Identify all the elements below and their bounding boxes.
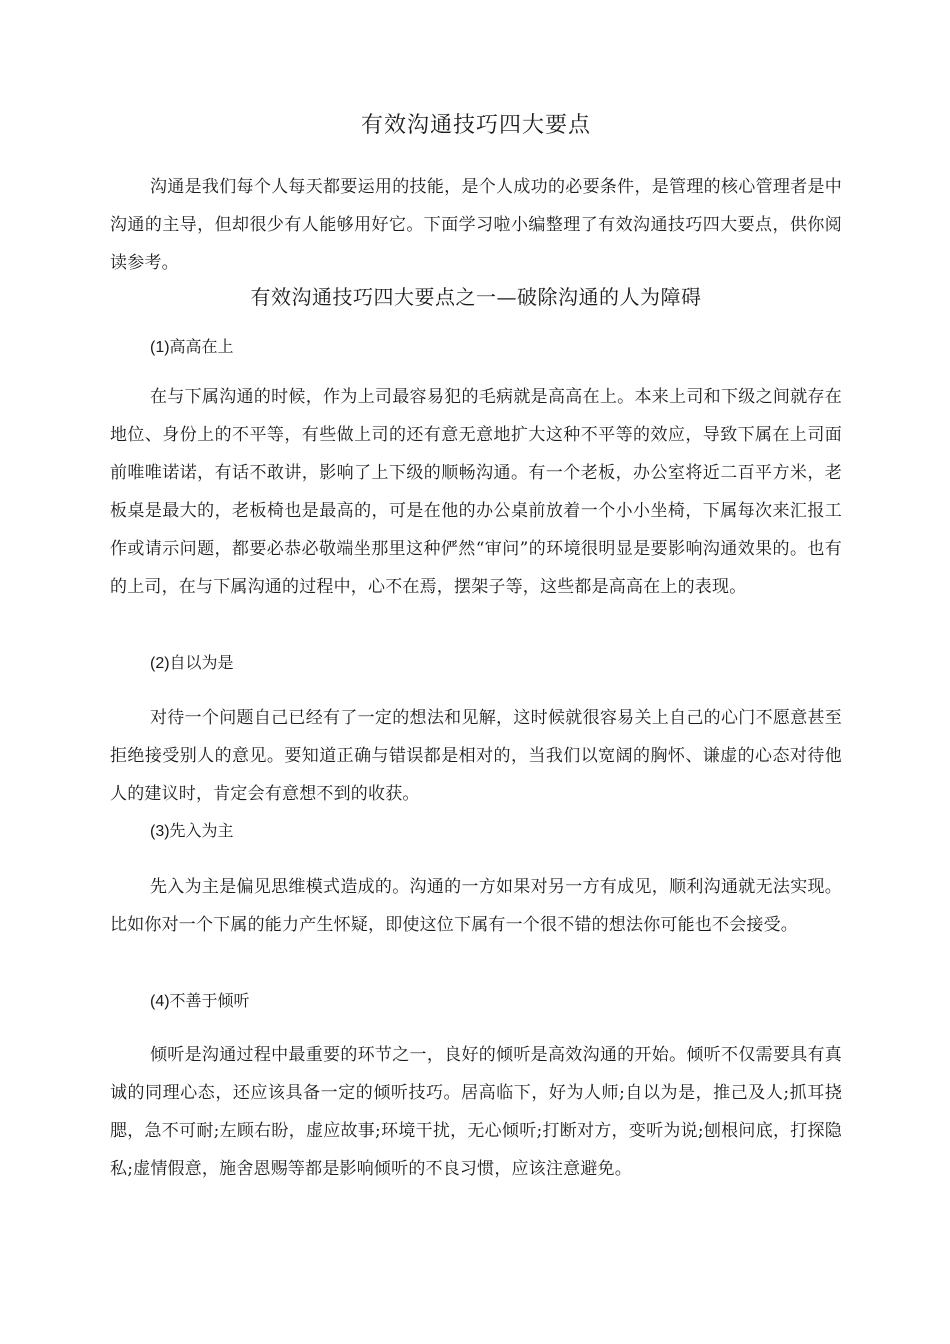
intro-paragraph: 沟通是我们每个人每天都要运用的技能，是个人成功的必要条件，是管理的核心管理者是中沟通的主导，但却很少有人能够用好它。下面学习啦小编整理了有效沟通技巧四大要点，供你阅读参考。 <box>110 177 842 273</box>
item-2-body: 对待一个问题自己已经有了一定的想法和见解，这时候就很容易关上自己的心门不愿意甚至拒绝接受别人的意见。要知道正确与错误都是相对的，当我们以宽阔的胸怀、谦虚的心态对待他人的建议时，肯定会有意想不到的收获。 <box>110 708 842 804</box>
item-2-heading: (2)自以为是 <box>150 655 234 672</box>
item-3-body: 先入为主是偏见思维模式造成的。沟通的一方如果对另一方有成见，顺利沟通就无法实现。比如你对一个下属的能力产生怀疑，即使这位下属有一个很不错的想法你可能也不会接受。 <box>110 877 842 935</box>
item-4-heading: (4)不善于倾听 <box>150 993 250 1010</box>
document-page <box>110 0 842 1344</box>
item-1-heading: (1)高高在上 <box>150 339 234 356</box>
item-3-heading: (3)先入为主 <box>150 823 234 840</box>
document-title: 有效沟通技巧四大要点 <box>360 113 591 138</box>
section-heading: 有效沟通技巧四大要点之一—破除沟通的人为障碍 <box>250 285 702 309</box>
item-4-body: 倾听是沟通过程中最重要的环节之一，良好的倾听是高效沟通的开始。倾听不仅需要具有真诚的同理心态，还应该具备一定的倾听技巧。居高临下，好为人师;自以为是，推己及人;抓耳挠腮，急不可耐;左顾右盼，虚应故事;环境干扰，无心倾听;打断对方，变听为说;刨根问底，打探隐私;虚情假意，施舍恩赐等都是影响倾听的不良习惯，应该注意避免。 <box>110 1045 842 1179</box>
item-1-body: 在与下属沟通的时候，作为上司最容易犯的毛病就是高高在上。本来上司和下级之间就存在地位、身份上的不平等，有些做上司的还有意无意地扩大这种不平等的效应，导致下属在上司面前唯唯诺诺，有话不敢讲，影响了上下级的顺畅沟通。有一个老板，办公室将近二百平方米，老板桌是最大的，老板椅也是最高的，可是在他的办公桌前放着一个小小坐椅，下属每次来汇报工作或请示问题，都要必恭必敬端坐那里这种俨然“审问”的环境很明显是要影响沟通效果的。也有的上司，在与下属沟通的过程中，心不在焉，摆架子等，这些都是高高在上的表现。 <box>110 387 842 597</box>
